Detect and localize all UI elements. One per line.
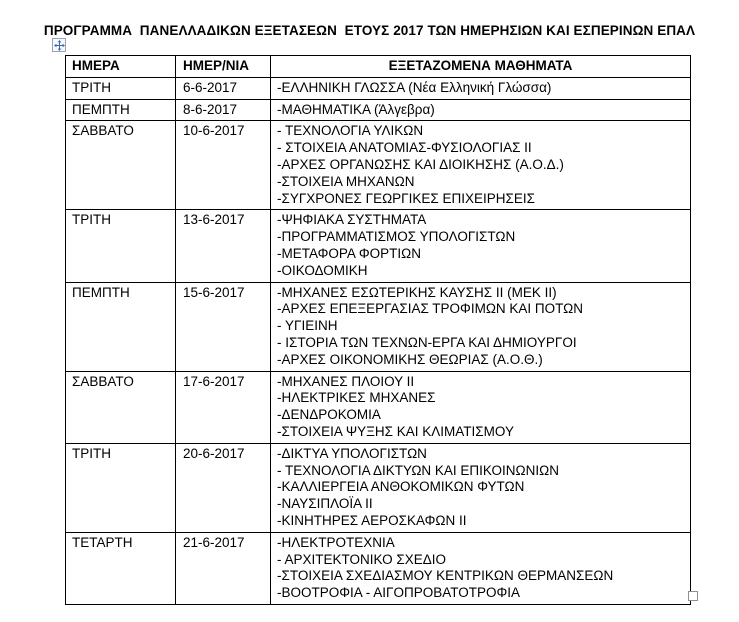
subject-line: -ΝΑΥΣΙΠΛΟΪΑ II [277,496,373,512]
subjects-cell [271,121,691,210]
subject-line: -ΜΗΧΑΝΕΣ ΠΛΟΙΟΥ II [277,373,415,389]
subject-line: -ΚΑΛΛΙΕΡΓΕΙΑ ΑΝΘΟΚΟΜΙΚΩΝ ΦΥΤΩΝ [277,479,525,495]
date-cell: 21-6-2017 [176,532,271,604]
subject-line: -ΒΟΟΤΡΟΦΙΑ - ΑΙΓΟΠΡΟΒΑΤΟΤΡΟΦΙΑ [277,585,521,601]
subject-line: -ΚΙΝΗΤΗΡΕΣ ΑΕΡΟΣΚΑΦΩΝ II [277,512,467,528]
day-cell: ΤΡΙΤΗ [66,210,176,282]
table-row [66,443,691,532]
subject-line: - ΑΡΧΙΤΕΚΤΟΝΙΚΟ ΣΧΕΔΙΟ [277,551,446,567]
table-row [66,210,691,282]
subject-line: -ΗΛΕΚΤΡΙΚΕΣ ΜΗΧΑΝΕΣ [277,390,436,406]
subject-line: -ΨΗΦΙΑΚΑ ΣΥΣΤΗΜΑΤΑ [277,212,427,228]
subject-line: -ΑΡΧΕΣ ΕΠΕΞΕΡΓΑΣΙΑΣ ΤΡΟΦΙΜΩΝ ΚΑΙ ΠΟΤΩΝ [277,301,584,317]
subject-line: -ΗΛΕΚΤΡΟΤΕΧΝΙΑ [277,534,395,550]
subject-line: - ΥΓΙΕΙΝΗ [277,318,338,334]
column-header-day: ΗΜΕΡΑ [66,56,176,78]
subject-line: -ΟΙΚΟΔΟΜΙΚΗ [277,262,368,278]
exam-schedule-table [65,55,691,605]
subjects-cell [271,443,691,532]
date-cell: 6-6-2017 [176,77,271,99]
subject-line: - ΣΤΟΙΧΕΙΑ ΑΝΑΤΟΜΙΑΣ-ΦΥΣΙΟΛΟΓΙΑΣ II [277,140,532,156]
subject-line: -ΣΤΟΙΧΕΙΑ ΨΥΞΗΣ ΚΑΙ ΚΛΙΜΑΤΙΣΜΟΥ [277,423,514,439]
subject-line: -ΜΑΘΗΜΑΤΙΚΑ (Άλγεβρα) [277,101,435,117]
table-row [66,532,691,604]
table-row [66,282,691,371]
day-cell: ΣΑΒΒΑΤΟ [66,371,176,443]
subject-line: -ΜΗΧΑΝΕΣ ΕΣΩΤΕΡΙΚΗΣ ΚΑΥΣΗΣ II (ΜΕΚ II) [277,284,557,300]
table-header [66,56,691,78]
day-cell: ΤΡΙΤΗ [66,443,176,532]
date-cell: 20-6-2017 [176,443,271,532]
subject-line: -ΕΛΛΗΝΙΚΗ ΓΛΩΣΣΑ (Νέα Ελληνική Γλώσσα) [277,79,552,95]
subject-line: -ΑΡΧΕΣ ΟΙΚΟΝΟΜΙΚΗΣ ΘΕΩΡΙΑΣ (Α.Ο.Θ.) [277,351,543,367]
day-cell: ΤΕΤΑΡΤΗ [66,532,176,604]
day-cell: ΣΑΒΒΑΤΟ [66,121,176,210]
subject-line: -ΣΤΟΙΧΕΙΑ ΣΧΕΔΙΑΣΜΟΥ ΚΕΝΤΡΙΚΩΝ ΘΕΡΜΑΝΣΕΩΝ [277,568,614,584]
column-header-date: ΗΜΕΡ/ΝΙΑ [176,56,271,78]
day-cell: ΠΕΜΠΤΗ [66,99,176,121]
subject-line: -ΣΤΟΙΧΕΙΑ ΜΗΧΑΝΩΝ [277,173,415,189]
column-header-subjects: ΕΞΕΤΑΖΟΜΕΝΑ ΜΑΘΗΜΑΤΑ [271,56,691,78]
table-row [66,77,691,99]
table-row [66,121,691,210]
subjects-cell [271,532,691,604]
subject-line: - ΤΕΧΝΟΛΟΓΙΑ ΥΛΙΚΩΝ [277,123,424,139]
date-cell: 17-6-2017 [176,371,271,443]
subject-line: -ΔΕΝΔΡΟΚΟΜΙΑ [277,407,381,423]
subject-line: -ΔΙΚΤΥΑ ΥΠΟΛΟΓΙΣΤΩΝ [277,445,427,461]
document-title: ΠΡΟΓΡΑΜΜΑ ΠΑΝΕΛΛΑΔΙΚΩΝ ΕΞΕΤΑΣΕΩΝ ΕΤΟΥΣ 2017 ΤΩΝ ΗΜΕΡΗΣΙΩΝ ΚΑΙ ΕΣΠΕΡΙΝΩΝ ΕΠΑΛ [43,23,696,38]
subjects-cell [271,371,691,443]
table-move-handle[interactable] [52,38,66,52]
subjects-cell [271,210,691,282]
subject-line: - ΙΣΤΟΡΙΑ ΤΩΝ ΤΕΧΝΩΝ-ΕΡΓΑ ΚΑΙ ΔΗΜΙΟΥΡΓΟΙ [277,334,577,350]
table-resize-handle[interactable] [688,591,698,601]
subject-line: - ΤΕΧΝΟΛΟΓΙΑ ΔΙΚΤΥΩΝ ΚΑΙ ΕΠΙΚΟΙΝΩΝΙΩΝ [277,462,559,478]
date-cell: 10-6-2017 [176,121,271,210]
subjects-cell [271,77,691,99]
subject-line: -ΜΕΤΑΦΟΡΑ ΦΟΡΤΙΩΝ [277,245,422,261]
header-row [66,56,691,78]
subjects-cell [271,99,691,121]
day-cell: ΤΡΙΤΗ [66,77,176,99]
day-cell: ΠΕΜΠΤΗ [66,282,176,371]
date-cell: 8-6-2017 [176,99,271,121]
table-body [66,77,691,604]
table-row [66,99,691,121]
subjects-cell [271,282,691,371]
subject-line: -ΣΥΓΧΡΟΝΕΣ ΓΕΩΡΓΙΚΕΣ ΕΠΙΧΕΙΡΗΣΕΙΣ [277,190,535,206]
date-cell: 15-6-2017 [176,282,271,371]
table-row [66,371,691,443]
move-arrows-icon [54,40,65,51]
subject-line: -ΠΡΟΓΡΑΜΜΑΤΙΣΜΟΣ ΥΠΟΛΟΓΙΣΤΩΝ [277,229,516,245]
date-cell: 13-6-2017 [176,210,271,282]
subject-line: -ΑΡΧΕΣ ΟΡΓΑΝΩΣΗΣ ΚΑΙ ΔΙΟΙΚΗΣΗΣ (Α.Ο.Δ.) [277,156,564,172]
